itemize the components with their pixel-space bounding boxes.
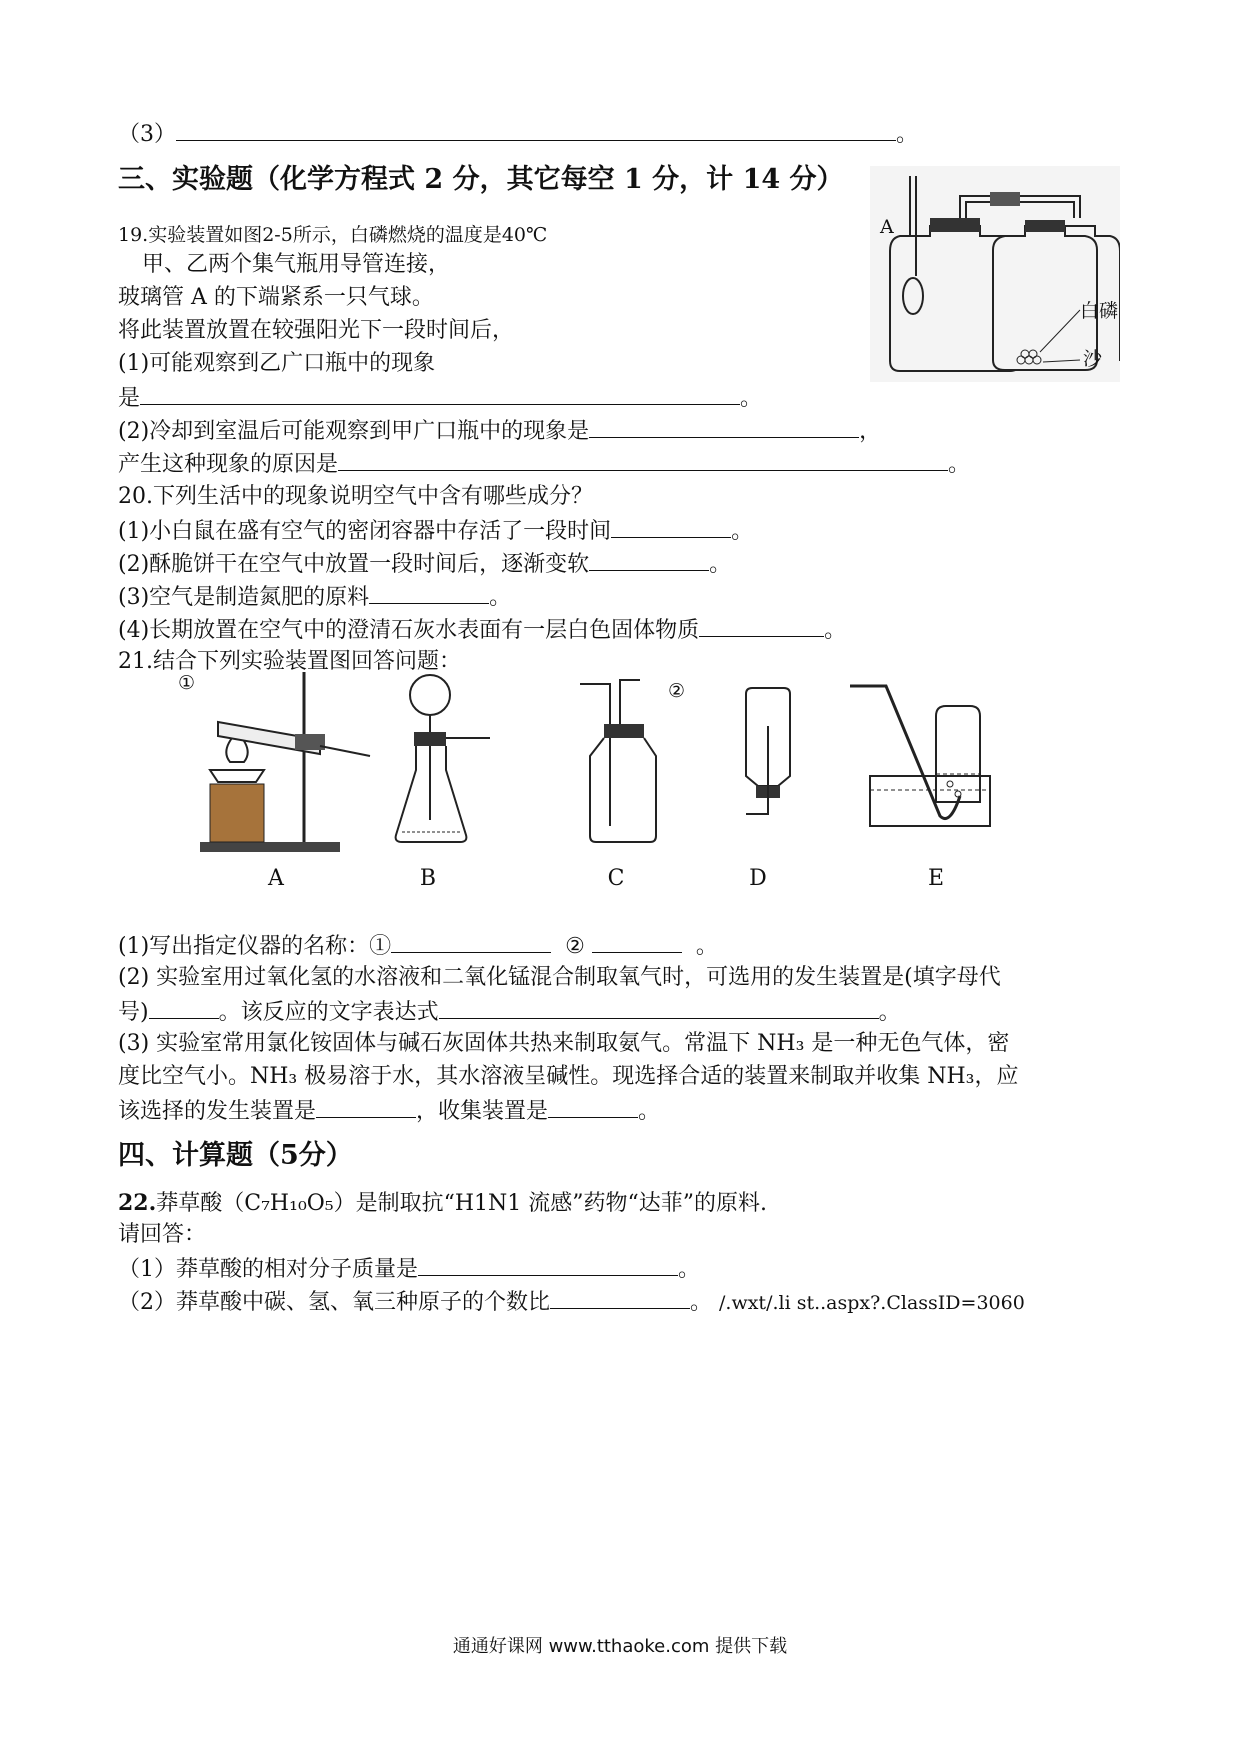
apparatus-label-d: D	[749, 866, 767, 891]
q19-line2: 甲、乙两个集气瓶用导管连接，	[142, 252, 451, 277]
answer-blank	[589, 548, 709, 571]
q21-title: 21.结合下列实验装置图回答问题：	[118, 649, 461, 674]
marker-2: ②	[668, 680, 686, 702]
q19-label-sand: 沙	[1083, 348, 1103, 370]
q22-title: 22.莽草酸（C₇H₁₀O₅）是制取抗“H1N1 流感”药物“达菲”的原料.	[118, 1190, 768, 1216]
q19-label-phosphorus: 白磷	[1080, 300, 1119, 322]
answer-blank	[592, 930, 682, 953]
section3-heading: 三、实验题（化学方程式 2 分，其它每空 1 分，计 14 分）	[118, 164, 844, 195]
q18-line3: （3） 。	[118, 118, 918, 150]
q21-apparatus-d	[738, 686, 798, 826]
q19-line5: (1)可能观察到乙广口瓶中的现象	[118, 351, 436, 376]
q21-p3-line2: 度比空气小。NH₃ 极易溶于水，其水溶液呈碱性。现选择合适的装置来制取并收集 NH₃，应	[118, 1064, 1019, 1089]
q20-item-3: (3)空气是制造氮肥的原料 。	[118, 581, 511, 613]
answer-blank	[550, 1286, 690, 1309]
answer-blank	[548, 1095, 638, 1118]
answer-blank	[149, 996, 219, 1019]
answer-blank	[418, 1253, 678, 1276]
answer-blank	[699, 614, 824, 637]
answer-blank	[439, 996, 879, 1019]
q21-p2-line1: (2) 实验室用过氧化氢的水溶液和二氧化锰混合制取氧气时，可选用的发生装置是(填字母代	[118, 965, 1001, 990]
q19-line1: 19.实验装置如图2-5所示，白磷燃烧的温度是40℃	[118, 224, 548, 246]
q19-label-a: A	[880, 216, 894, 238]
page-footer: 通通好课网 www.tthaoke.com 提供下载	[452, 1636, 788, 1657]
q20-title: 20.下列生活中的现象说明空气中含有哪些成分？	[118, 484, 593, 509]
apparatus-label-c: C	[607, 866, 625, 891]
section4-heading: 四、计算题（5分）	[118, 1140, 353, 1171]
answer-blank	[316, 1095, 416, 1118]
q21-p1: (1)写出指定仪器的名称：① ② 。	[118, 930, 718, 962]
q21-p3-line1: (3) 实验室常用氯化铵固体与碱石灰固体共热来制取氨气。常温下 NH₃ 是一种无色气体，密	[118, 1031, 1010, 1056]
marker-1: ①	[178, 672, 196, 694]
q20-item-4: (4)长期放置在空气中的澄清石灰水表面有一层白色固体物质 。	[118, 614, 846, 646]
q19-line4: 将此装置放置在较强阳光下一段时间后，	[118, 318, 515, 343]
q19-line7: (2)冷却到室温后可能观察到甲广口瓶中的现象是 ，	[118, 415, 881, 447]
q19-line8: 产生这种现象的原因是 。	[118, 448, 970, 480]
answer-blank	[589, 415, 859, 438]
answer-blank	[391, 930, 551, 953]
apparatus-label-e: E	[927, 866, 945, 891]
q21-p2-line2: 号) 。该反应的文字表达式 。	[118, 996, 901, 1028]
apparatus-label-b: B	[419, 866, 437, 891]
q22-p2: （2）莽草酸中碳、氢、氧三种原子的个数比 。 /.wxt/.li st..aspx?.ClassID=3060	[118, 1286, 1025, 1318]
q21-apparatus-b	[390, 670, 500, 850]
q21-apparatus-e	[850, 676, 1010, 836]
q21-apparatus-a	[200, 662, 380, 862]
q22-ask: 请回答：	[118, 1222, 207, 1247]
answer-blank	[140, 382, 740, 405]
answer-blank	[176, 118, 896, 141]
answer-blank	[611, 515, 731, 538]
answer-blank	[338, 448, 948, 471]
q21-p3-line3: 该选择的发生装置是 ，收集装置是 。	[118, 1095, 660, 1127]
answer-blank	[369, 581, 489, 604]
apparatus-label-a: A	[268, 866, 284, 891]
q21-apparatus-c	[580, 676, 670, 846]
q20-item-1: (1)小白鼠在盛有空气的密闭容器中存活了一段时间 。	[118, 515, 753, 547]
q20-item-2: (2)酥脆饼干在空气中放置一段时间后，逐渐变软 。	[118, 548, 731, 580]
q22-p1: （1）莽草酸的相对分子质量是 。	[118, 1253, 700, 1285]
q19-line3: 玻璃管 A 的下端紧系一只气球。	[118, 285, 434, 310]
q19-line6: 是 。	[118, 382, 762, 414]
